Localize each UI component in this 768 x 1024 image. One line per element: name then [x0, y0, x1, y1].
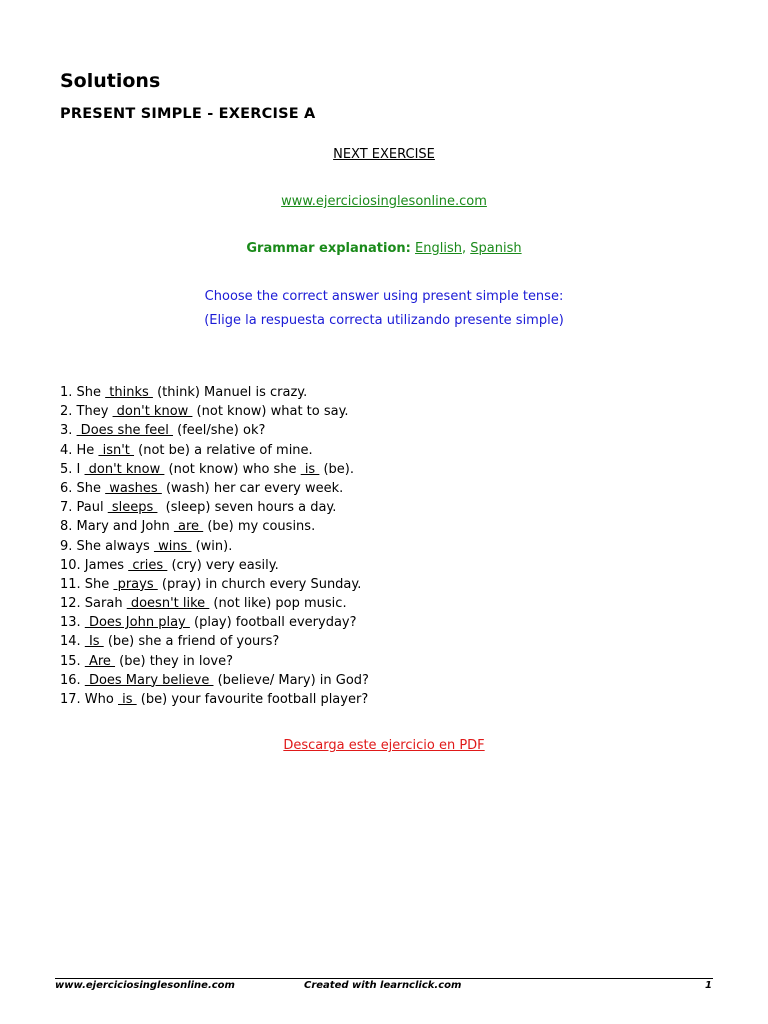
item-text: 1. She: [60, 385, 106, 400]
answer: don't know: [84, 461, 165, 477]
exercise-item: [60, 441, 369, 460]
exercise-item: [60, 556, 369, 575]
item-text: 14.: [60, 634, 85, 650]
exercise-item: [60, 421, 369, 440]
website-link[interactable]: www.ejerciciosinglesonline.com: [281, 194, 487, 209]
item-text: (not know) what to say.: [192, 404, 349, 420]
exercise-subtitle: PRESENT SIMPLE - EXERCISE A: [60, 106, 316, 122]
exercise-item: [60, 632, 369, 651]
answer: Are: [84, 653, 116, 669]
item-text: 9. She always: [60, 538, 154, 554]
item-text: (pray) in church every Sunday.: [157, 576, 362, 592]
exercise-item: [60, 498, 369, 517]
download-pdf-row: [0, 738, 768, 753]
item-text: (win).: [191, 538, 233, 554]
item-text: 15.: [60, 653, 85, 669]
item-text: 6. She: [60, 480, 106, 496]
item-text: (play) football everyday?: [189, 615, 357, 631]
answer: doesn't like: [126, 596, 210, 612]
exercise-item: [60, 690, 369, 709]
item-text: (be) your favourite football player?: [136, 692, 369, 707]
answer: cries: [128, 557, 168, 573]
exercise-item: [60, 652, 369, 671]
footer-page-number: 1: [705, 980, 712, 991]
grammar-explanation: [0, 241, 768, 256]
answer: thinks: [105, 385, 153, 400]
answer: Does John play: [84, 615, 190, 631]
item-text: 13.: [60, 615, 85, 631]
footer-divider: [55, 978, 713, 979]
item-text: (be) they in love?: [115, 653, 233, 669]
item-text: (feel/she) ok?: [173, 423, 266, 439]
instruction-english: Choose the correct answer using present simple tense:: [204, 289, 564, 304]
answer: wins: [153, 538, 192, 554]
item-text: 11. She: [60, 576, 114, 592]
item-text: (be) my cousins.: [203, 519, 316, 535]
answer: prays: [113, 576, 158, 592]
item-text: (not know) who she: [164, 461, 301, 477]
exercise-item: [60, 460, 369, 479]
item-text: 7. Paul: [60, 500, 108, 516]
instruction-spanish: (Elige la respuesta correcta utilizando presente simple): [204, 313, 564, 328]
grammar-english-link[interactable]: English: [415, 241, 462, 256]
item-text: (believe/ Mary) in God?: [213, 672, 369, 688]
answer: isn't: [98, 442, 135, 458]
download-pdf-link[interactable]: Descarga este ejercicio en PDF: [283, 738, 485, 753]
item-text: (be).: [319, 461, 355, 477]
grammar-spanish-link[interactable]: Spanish: [470, 241, 522, 256]
answer: don't know: [112, 404, 193, 420]
footer-created-with: Created with learnclick.com: [304, 980, 462, 991]
item-text: (think) Manuel is crazy.: [152, 385, 308, 400]
item-text: 3.: [60, 423, 77, 439]
exercise-item: [60, 517, 369, 536]
next-exercise-link[interactable]: NEXT EXERCISE: [333, 147, 435, 162]
next-exercise-row: [0, 147, 768, 162]
item-text: (not like) pop music.: [209, 596, 347, 612]
answer: Does she feel: [76, 423, 174, 439]
exercise-item: [60, 671, 369, 690]
answer: Does Mary believe: [84, 672, 214, 688]
footer-site: www.ejerciciosinglesonline.com: [55, 980, 235, 991]
answer: are: [173, 519, 204, 535]
item-text: (not be) a relative of mine.: [134, 442, 313, 458]
answer: is: [118, 692, 137, 707]
exercise-item: [60, 383, 369, 402]
exercise-list: [60, 383, 369, 709]
exercise-item: [60, 575, 369, 594]
item-text: 4. He: [60, 442, 99, 458]
exercise-item: [60, 594, 369, 613]
page-title: Solutions: [60, 70, 161, 92]
item-text: 17. Who: [60, 692, 118, 707]
item-text: 10. James: [60, 557, 129, 573]
answer: washes: [105, 480, 162, 496]
item-text: 8. Mary and John: [60, 519, 174, 535]
item-text: 16.: [60, 672, 85, 688]
exercise-item: [60, 402, 369, 421]
exercise-item: [60, 479, 369, 498]
website-row: [0, 194, 768, 209]
item-text: 5. I: [60, 461, 85, 477]
item-text: 12. Sarah: [60, 596, 127, 612]
item-text: (be) she a friend of yours?: [103, 634, 280, 650]
exercise-item: [60, 613, 369, 632]
item-text: (sleep) seven hours a day.: [157, 500, 337, 516]
item-text: (wash) her car every week.: [161, 480, 344, 496]
exercise-item: [60, 537, 369, 556]
grammar-label: Grammar explanation:: [246, 241, 411, 256]
item-text: 2. They: [60, 404, 113, 420]
answer: sleeps: [107, 500, 158, 516]
grammar-separator: ,: [461, 241, 467, 256]
answer: Is: [84, 634, 104, 650]
answer: is: [300, 461, 320, 477]
item-text: (cry) very easily.: [167, 557, 279, 573]
